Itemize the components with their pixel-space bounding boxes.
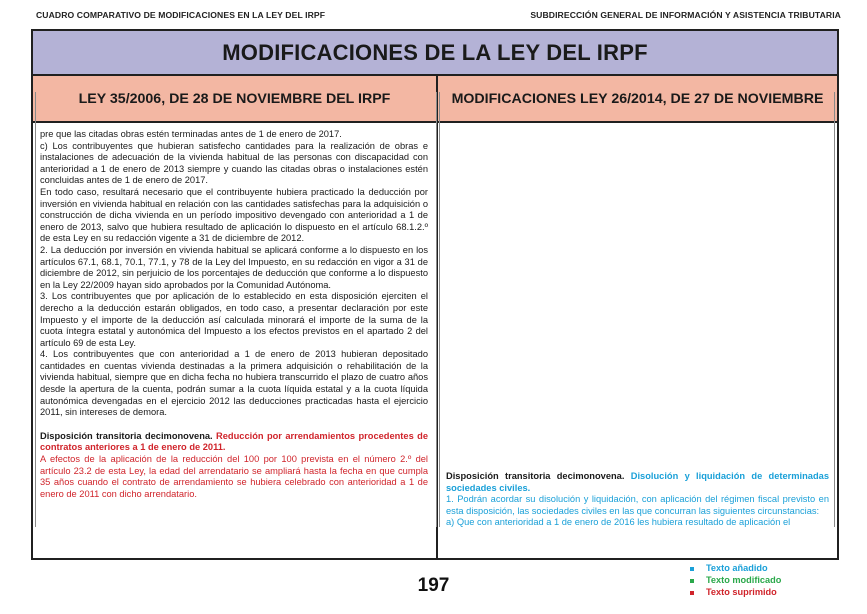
paragraph-gap [40, 419, 428, 431]
legend-swatch-modified [690, 579, 694, 583]
legend-label-modified: Texto modificado [706, 575, 782, 585]
left-paragraph-3: En todo caso, resultará necesario que el contribuyente hubiera practicado la deducción por inversión en vivienda habitual en relación con las cantidades satisfechas para la adquisición o construcción de dicha vivienda en un período impositivo devengado con anterioridad a 1 de enero de 2013, salvo que hubiera resultado de aplicación lo dispuesto en el artículo 68.1.2.º de esta Ley en su redacción vigente a 31 de diciembre de 2012. [40, 186, 428, 244]
column-header-left: LEY 35/2006, DE 28 DE NOVIEMBRE DEL IRPF [33, 76, 436, 123]
legend-label-added: Texto añadido [706, 563, 768, 573]
left-disposition-text: A efectos de la aplicación de la reducción del 100 por 100 prevista en el número 2.º del artículo 23.2 de esta Ley, la edad del arrendatario se ampliará hasta la fecha en que cumpla 35 años cuando el contrato de arrendamiento se hubiera celebrado con anterioridad a 1 de enero de 2011 con dicho arrendatario. [40, 454, 428, 499]
legend-swatch-added [690, 567, 694, 571]
column-header-right: MODIFICACIONES LEY 26/2014, DE 27 DE NOVIEMBRE [438, 76, 837, 123]
right-disposition-heading [446, 471, 829, 494]
middle-inner-border-left [436, 92, 437, 527]
header-left-title: CUADRO COMPARATIVO DE MODIFICACIONES EN LA LEY DEL IRPF [36, 10, 326, 20]
left-paragraph-1: pre que las citadas obras estén terminadas antes de 1 de enero de 2017. [40, 129, 342, 139]
right-disposition-label: Disposición transitoria decimonovena. [446, 471, 625, 481]
right-paragraph-1: 1. Podrán acordar su disolución y liquidación, con aplicación del régimen fiscal previsto en esta disposición, las sociedades civiles en las que concurran las siguientes circunstancias: [446, 494, 829, 516]
left-column-body [33, 123, 436, 558]
legend-swatch-deleted [690, 591, 694, 595]
left-paragraph-6: 4. Los contribuyentes que con anterioridad a 1 de enero de 2013 hubieran depositado cantidades en cuentas vivienda destinadas a la primera adquisición o rehabilitación de la vivienda habitual, siempre que en dicha fecha no hubiera transcurrido el plazo de cuatro años desde la apertura de la cuenta, podrán sumar a la cuota líquida estatal y a la cuota líquida autonómica devengadas en el ejercicio 2012 las deducciones practicadas hasta el ejercicio 2011, sin intereses de demora. [40, 349, 428, 418]
left-paragraph-2: c) Los contribuyentes que hubieran satisfecho cantidades para la realización de obras e instalaciones de adecuación de la vivienda habitual de las personas con discapacidad con anterioridad a 1 de enero de 2013 siempre y cuando las citadas obras o instalaciones estén concluidas antes de 1 de enero de 2017. [40, 140, 428, 186]
right-column-body [438, 123, 837, 558]
right-disposition-block [446, 471, 829, 529]
right-inner-border [834, 92, 835, 527]
color-legend [690, 562, 781, 598]
header-right-title: SUBDIRECCIÓN GENERAL DE INFORMACIÓN Y ASISTENCIA TRIBUTARIA [530, 10, 841, 20]
middle-inner-border-right [439, 92, 440, 527]
comparison-table [31, 29, 839, 560]
left-disposition-label: Disposición transitoria decimonovena. [40, 430, 213, 441]
right-disposition-title: Disolución y liquidación de determinadas sociedades civiles. [446, 471, 829, 493]
right-paragraph-2: a) Que con anterioridad a 1 de enero de 2016 les hubiera resultado de aplicación el [446, 517, 791, 528]
legend-item-modified [690, 574, 781, 586]
page-number: 197 [417, 575, 450, 596]
legend-label-deleted: Texto suprimido [706, 587, 777, 597]
left-inner-border [35, 92, 36, 527]
legend-item-deleted [690, 586, 781, 598]
left-paragraph-5: 3. Los contribuyentes que por aplicación de lo establecido en esta disposición ejerciten el derecho a la deducción estarán obligados, en todo caso, a presentar declaración por este Impuesto y el importe de la deducción así calculada minorará el importe de la suma de la cuota íntegra estatal y autonómica del Impuesto a los efectos previstos en el apartado 2 del artículo 69 de esta Ley. [40, 291, 428, 348]
left-paragraph-4: 2. La deducción por inversión en vivienda habitual se aplicará conforme a lo dispuesto en los artículos 67.1, 68.1, 70.1, 77.1, y 78 de la Ley del Impuesto, en su redacción en vigor a 31 de diciembre de 2012, sin perjuicio de los porcentajes de deducción que conforme a lo dispuesto en la Ley 22/2009 hayan sido aprobados por la Comunidad Autónoma. [40, 244, 428, 290]
legend-item-added [690, 562, 781, 574]
page-title: MODIFICACIONES DE LA LEY DEL IRPF [33, 31, 837, 76]
left-disposition-heading [40, 431, 428, 454]
left-disposition-title: Reducción por arrendamientos procedentes de contratos anteriores a 1 de enero de 2011. [40, 430, 428, 453]
